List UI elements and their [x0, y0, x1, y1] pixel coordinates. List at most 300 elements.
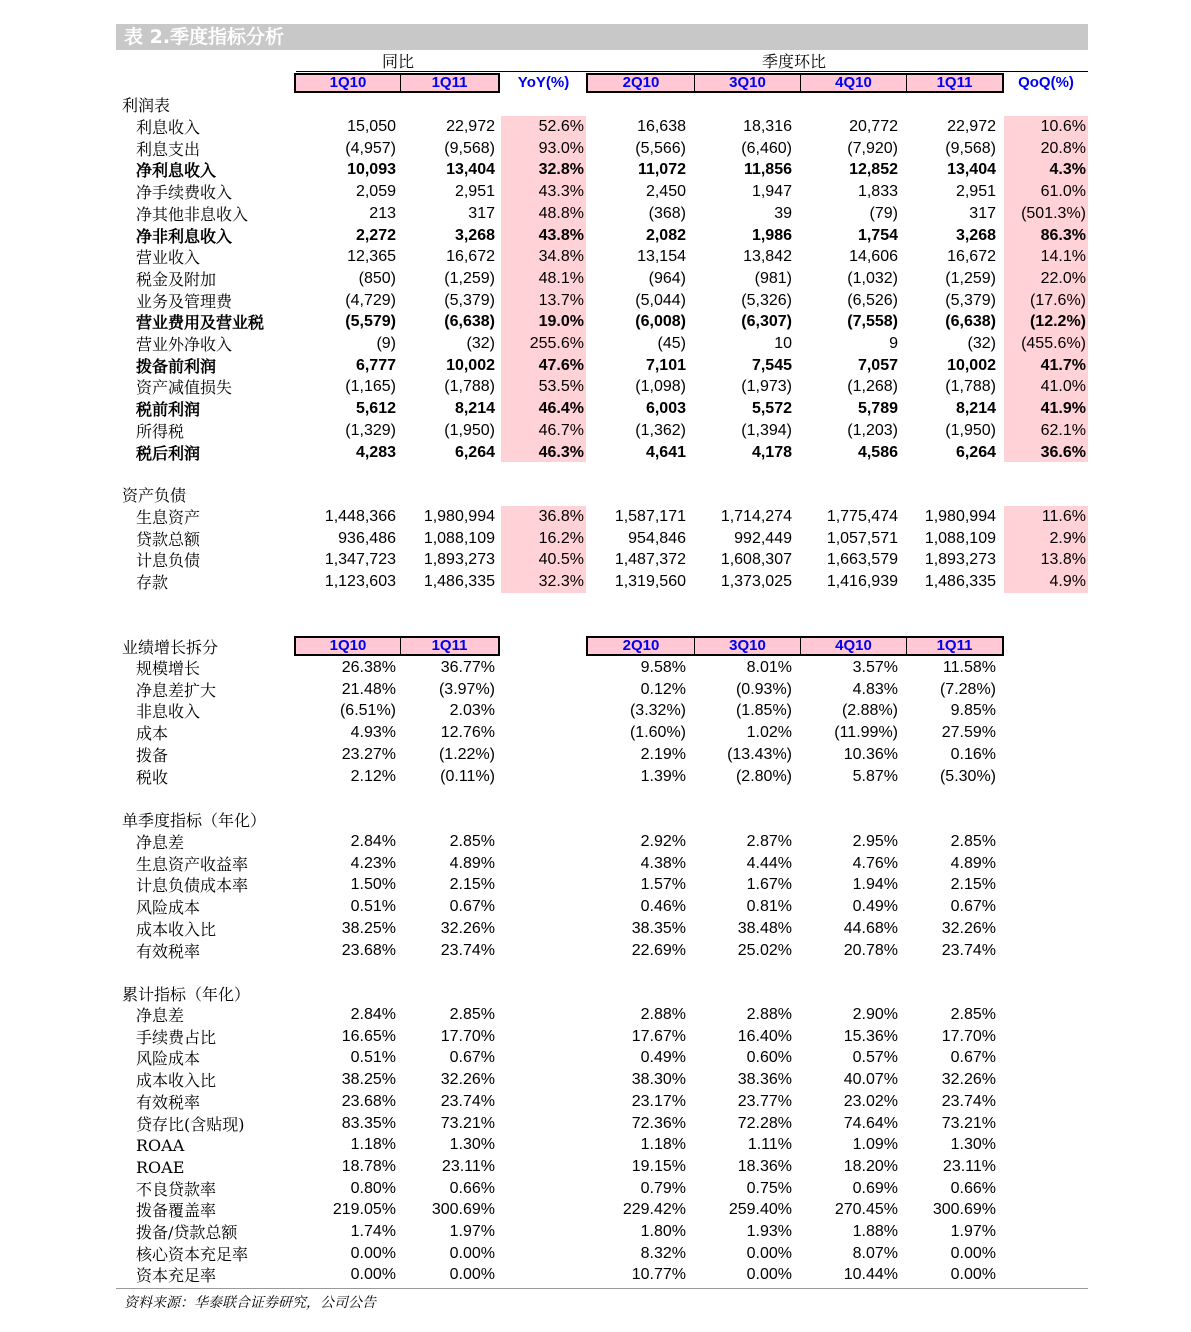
- row-value: 1,486,335: [924, 573, 996, 591]
- row-value: 20,772: [849, 118, 898, 135]
- table-row: [116, 896, 1088, 918]
- col-header-growth-yoy-1: 1Q11: [400, 638, 498, 654]
- row-value: (1,259): [444, 269, 495, 287]
- row-value: 46.7%: [538, 421, 584, 439]
- row-value: 72.36%: [631, 1114, 686, 1132]
- row-value: (5.30%): [939, 767, 996, 785]
- row-value: 229.42%: [622, 1201, 686, 1219]
- row-value: 0.67%: [950, 1049, 996, 1067]
- row-value: 1.02%: [746, 724, 792, 742]
- row-value: 3,268: [454, 226, 495, 244]
- row-value: 2.92%: [640, 833, 686, 850]
- row-value: (1,098): [635, 378, 686, 396]
- row-value: 23.77%: [737, 1092, 792, 1110]
- row-value: 1.18%: [350, 1136, 396, 1154]
- row-value: 8.07%: [852, 1244, 898, 1262]
- col-header-qoq-pct: QoQ(%): [1018, 74, 1074, 91]
- row-value: 5,612: [355, 400, 396, 418]
- row-value: 47.6%: [538, 356, 584, 374]
- row-value: 2.12%: [350, 767, 396, 785]
- row-value: 2.85%: [950, 833, 996, 850]
- row-label: 净息差: [136, 833, 185, 852]
- row-value: 41.0%: [1040, 378, 1086, 396]
- row-label: 净息差扩大: [136, 680, 217, 700]
- row-value: (6,307): [741, 313, 792, 331]
- row-value: 11,072: [637, 161, 686, 179]
- row-value: 23.68%: [341, 1092, 396, 1110]
- row-value: 5.87%: [852, 767, 898, 785]
- table-row: [116, 376, 1088, 398]
- row-value: (1,950): [444, 421, 495, 439]
- row-value: 18.20%: [843, 1157, 898, 1175]
- row-value: 2.85%: [449, 833, 495, 850]
- row-value: 2.90%: [852, 1006, 898, 1023]
- row-value: 13,404: [446, 161, 495, 179]
- row-label: 存款: [136, 573, 169, 593]
- row-value: 38.30%: [631, 1071, 686, 1089]
- table-row: [116, 203, 1088, 225]
- row-value: (1,203): [847, 421, 898, 439]
- row-value: (3.97%): [438, 680, 495, 698]
- row-value: 1,373,025: [720, 573, 792, 591]
- row-value: 16,672: [947, 248, 996, 266]
- row-value: (17.6%): [1029, 291, 1086, 309]
- row-value: 4.89%: [449, 854, 495, 872]
- row-value: 32.26%: [941, 1071, 996, 1089]
- row-value: 10.36%: [843, 745, 898, 763]
- row-value: 1,893,273: [924, 551, 996, 569]
- section-header-cumulative: [116, 983, 1088, 1005]
- row-value: 72.28%: [737, 1114, 792, 1132]
- row-value: 8,214: [454, 400, 495, 418]
- row-label: 拨备/贷款总额: [136, 1223, 238, 1242]
- row-value: 8.01%: [746, 659, 792, 676]
- row-value: 36.6%: [1040, 443, 1086, 461]
- row-value: 10,093: [347, 161, 396, 179]
- row-value: 2,082: [645, 226, 686, 244]
- col-header-yoy-0: 1Q10: [296, 75, 400, 91]
- row-value: 86.3%: [1040, 226, 1086, 244]
- row-value: 9.85%: [950, 702, 996, 720]
- row-label: 拨备前利润: [136, 356, 217, 376]
- row-value: 0.49%: [640, 1049, 686, 1067]
- row-value: 317: [468, 204, 495, 222]
- row-label: 非息收入: [136, 702, 201, 722]
- row-value: 936,486: [338, 529, 396, 547]
- row-label: 计息负债: [136, 551, 201, 571]
- row-value: (6,638): [945, 313, 996, 331]
- table-row: [116, 311, 1088, 333]
- table-row: [116, 268, 1088, 290]
- row-label: 成本收入比: [136, 1071, 217, 1091]
- row-value: 22,972: [947, 118, 996, 135]
- row-value: 39: [774, 204, 792, 222]
- section-title: 利润表: [122, 96, 171, 115]
- row-value: 0.00%: [950, 1244, 996, 1262]
- row-value: 1,986: [751, 226, 792, 244]
- row-value: 4,586: [857, 443, 898, 461]
- row-value: 1.94%: [852, 876, 898, 894]
- group-yoy-rule: [296, 71, 586, 72]
- row-value: (5,566): [635, 139, 686, 157]
- table-row: [116, 159, 1088, 181]
- row-value: 0.16%: [950, 745, 996, 763]
- row-value: 2.84%: [350, 833, 396, 850]
- row-value: (4,729): [345, 291, 396, 309]
- row-value: (45): [657, 335, 686, 352]
- table-row: [116, 766, 1088, 788]
- table-row: [116, 657, 1088, 679]
- row-value: 0.66%: [950, 1179, 996, 1197]
- row-value: 10,002: [446, 356, 495, 374]
- row-value: 10.77%: [631, 1266, 686, 1284]
- row-label: 生息资产收益率: [136, 854, 249, 874]
- row-value: 213: [369, 204, 396, 222]
- row-value: (1,268): [847, 378, 898, 396]
- row-value: (32): [967, 335, 996, 352]
- row-value: 10,002: [947, 356, 996, 374]
- row-value: 38.25%: [341, 1071, 396, 1089]
- row-value: 23.11%: [942, 1157, 996, 1175]
- row-value: 2.87%: [746, 833, 792, 850]
- row-value: 300.69%: [932, 1201, 996, 1219]
- row-value: 7,057: [857, 356, 898, 374]
- row-value: (1,165): [345, 378, 396, 396]
- row-value: (6,526): [847, 291, 898, 309]
- row-label: 营业费用及营业税: [136, 313, 265, 333]
- row-value: 13.8%: [1040, 551, 1086, 569]
- row-value: 11,856: [743, 161, 792, 179]
- col-header-yoy-1: 1Q11: [400, 75, 498, 91]
- row-value: (1.22%): [438, 745, 495, 763]
- row-value: 1,123,603: [324, 573, 396, 591]
- row-value: 0.81%: [746, 898, 792, 916]
- row-value: (1,329): [345, 421, 396, 439]
- row-value: 6,003: [645, 400, 686, 418]
- group-yoy-label: 同比: [381, 52, 414, 71]
- row-value: (964): [648, 269, 686, 287]
- row-value: 1,416,939: [826, 573, 898, 591]
- section-header-growth: [116, 636, 1088, 658]
- row-value: (981): [754, 269, 792, 287]
- row-label: 利息收入: [136, 118, 201, 137]
- row-value: 23.74%: [440, 941, 495, 959]
- row-value: 2.19%: [640, 745, 686, 763]
- row-value: 11.58%: [942, 659, 996, 676]
- row-value: 6,777: [355, 356, 396, 374]
- table-row: [116, 1156, 1088, 1178]
- row-value: (3.32%): [629, 702, 686, 720]
- col-header-growth-qoq-3: 1Q11: [906, 638, 1002, 654]
- row-value: 48.8%: [538, 204, 584, 222]
- row-value: 6,264: [955, 443, 996, 461]
- row-value: 12,852: [849, 161, 898, 179]
- row-value: 2.15%: [950, 876, 996, 894]
- row-value: 0.00%: [950, 1266, 996, 1284]
- row-label: 不良贷款率: [136, 1179, 217, 1199]
- row-value: 7,545: [751, 356, 792, 374]
- row-value: 270.45%: [834, 1201, 898, 1219]
- row-value: 2.88%: [640, 1006, 686, 1023]
- row-value: (501.3%): [1021, 204, 1086, 222]
- row-value: 23.17%: [631, 1092, 686, 1110]
- row-value: 13,842: [743, 248, 792, 266]
- row-value: (9,568): [945, 139, 996, 157]
- row-value: 2.95%: [852, 833, 898, 850]
- row-value: 20.78%: [843, 941, 898, 959]
- row-label: 风险成本: [136, 898, 201, 918]
- row-value: 16.2%: [538, 529, 584, 547]
- row-value: 0.00%: [449, 1266, 495, 1284]
- row-value: 23.74%: [941, 1092, 996, 1110]
- row-value: 2.85%: [950, 1006, 996, 1023]
- row-value: (6,638): [444, 313, 495, 331]
- row-value: 1.18%: [640, 1136, 686, 1154]
- row-value: 1,714,274: [720, 508, 792, 525]
- row-value: 0.60%: [746, 1049, 792, 1067]
- row-value: 4.89%: [950, 854, 996, 872]
- row-value: 1,893,273: [423, 551, 495, 569]
- row-value: 4.76%: [852, 854, 898, 872]
- row-label: 成本: [136, 724, 169, 744]
- row-value: (1,362): [635, 421, 686, 439]
- table-row: [116, 246, 1088, 268]
- row-value: 12,365: [347, 248, 396, 266]
- row-value: 22.69%: [631, 941, 686, 959]
- row-value: 73.21%: [941, 1114, 996, 1132]
- row-label: 生息资产: [136, 508, 201, 527]
- row-value: (13.43%): [727, 745, 792, 763]
- row-label: 营业收入: [136, 248, 201, 268]
- row-value: 8,214: [955, 400, 996, 418]
- table-row: [116, 528, 1088, 550]
- col-header-growth-qoq-1: 3Q10: [694, 638, 800, 654]
- row-value: 13.7%: [538, 291, 584, 309]
- row-value: 13,404: [947, 161, 996, 179]
- row-value: 74.64%: [843, 1114, 898, 1132]
- row-value: 23.27%: [341, 745, 396, 763]
- row-value: 4.83%: [852, 680, 898, 698]
- row-value: 22,972: [446, 118, 495, 135]
- table-row: [116, 1069, 1088, 1091]
- row-value: (6,460): [741, 139, 792, 157]
- table-row: [116, 918, 1088, 940]
- row-value: 27.59%: [941, 724, 996, 742]
- table-row: [116, 853, 1088, 875]
- row-value: 19.15%: [631, 1157, 686, 1175]
- row-value: 73.21%: [440, 1114, 495, 1132]
- row-value: 1,833: [857, 183, 898, 201]
- row-value: 0.67%: [950, 898, 996, 916]
- row-value: 1,088,109: [423, 529, 495, 547]
- section-header-balance: [116, 484, 1088, 506]
- row-value: 1,487,372: [614, 551, 686, 569]
- row-value: (7,920): [847, 139, 898, 157]
- row-value: 36.77%: [440, 659, 495, 676]
- row-value: 1,057,571: [826, 529, 898, 547]
- table-row: [116, 1004, 1088, 1026]
- row-value: 1.50%: [350, 876, 396, 894]
- row-value: 14,606: [849, 248, 898, 266]
- row-value: 44.68%: [843, 919, 898, 937]
- table-row: [116, 398, 1088, 420]
- source-footnote: 资料来源：华泰联合证券研究，公司公告: [124, 1295, 376, 1311]
- row-value: 2.88%: [746, 1006, 792, 1023]
- col-header-qoq-0: 2Q10: [588, 75, 694, 91]
- row-value: (12.2%): [1029, 313, 1086, 331]
- table-row: [116, 744, 1088, 766]
- row-value: 5,789: [857, 400, 898, 418]
- row-value: 4.38%: [640, 854, 686, 872]
- row-label: 有效税率: [136, 1092, 201, 1112]
- row-label: 业务及管理费: [136, 291, 233, 311]
- col-header-qoq-2: 4Q10: [800, 75, 906, 91]
- row-value: 1.39%: [640, 767, 686, 785]
- row-value: 0.79%: [640, 1179, 686, 1197]
- table-row: [116, 1264, 1088, 1286]
- table-row: [116, 1134, 1088, 1156]
- row-value: 10.44%: [843, 1266, 898, 1284]
- row-value: (368): [648, 204, 686, 222]
- col-header-yoy-pct: YoY(%): [517, 74, 570, 91]
- row-value: 1,347,723: [324, 551, 396, 569]
- row-label: 拨备覆盖率: [136, 1201, 217, 1221]
- table-row: [116, 1091, 1088, 1113]
- row-value: 2.9%: [1049, 529, 1086, 547]
- row-value: 93.0%: [538, 139, 584, 157]
- row-label: 税后利润: [136, 443, 201, 463]
- row-value: 0.67%: [449, 898, 495, 916]
- row-value: 1.11%: [747, 1136, 792, 1154]
- table-row: [116, 571, 1088, 593]
- row-value: 18,316: [743, 118, 792, 135]
- table-row: [116, 831, 1088, 853]
- row-value: 4.93%: [350, 724, 396, 742]
- row-value: 0.12%: [640, 680, 686, 698]
- row-label: 净非利息收入: [136, 226, 233, 246]
- row-value: 1.74%: [350, 1223, 396, 1240]
- row-value: 32.26%: [440, 1071, 495, 1089]
- row-value: 21.48%: [341, 680, 396, 698]
- group-qoq-label: 季度环比: [761, 52, 826, 71]
- row-value: 23.74%: [440, 1092, 495, 1110]
- row-value: 3.57%: [852, 659, 898, 676]
- row-label: 贷款总额: [136, 529, 201, 549]
- row-value: (9): [376, 335, 396, 352]
- row-value: 1.88%: [852, 1223, 898, 1240]
- row-label: 规模增长: [136, 659, 201, 678]
- row-value: 1.97%: [950, 1223, 996, 1240]
- row-value: 13,154: [637, 248, 686, 266]
- table-row: [116, 506, 1088, 528]
- row-value: 15.36%: [843, 1027, 898, 1045]
- row-value: 9.58%: [640, 659, 686, 676]
- row-value: (0.93%): [735, 680, 792, 698]
- row-label: 资产减值损失: [136, 378, 233, 398]
- row-label: ROAA: [136, 1136, 185, 1156]
- row-value: 0.00%: [746, 1266, 792, 1284]
- row-value: 16.40%: [737, 1027, 792, 1045]
- row-value: 11.6%: [1041, 508, 1086, 525]
- row-label: 贷存比(含贴现): [136, 1114, 245, 1134]
- row-value: 2.15%: [449, 876, 495, 894]
- row-value: 53.5%: [538, 378, 584, 396]
- row-value: 1,947: [751, 183, 792, 201]
- row-value: 16,672: [446, 248, 495, 266]
- row-value: (9,568): [444, 139, 495, 157]
- row-value: 259.40%: [728, 1201, 792, 1219]
- row-value: 0.66%: [449, 1179, 495, 1197]
- qoq-header-box: [586, 73, 1004, 93]
- row-value: 2,450: [645, 183, 686, 201]
- row-value: 1,980,994: [924, 508, 996, 525]
- table-row: [116, 116, 1088, 138]
- row-value: (455.6%): [1021, 335, 1086, 352]
- row-value: (1,788): [444, 378, 495, 396]
- section-header-income: [116, 94, 1088, 116]
- row-value: 16.65%: [341, 1027, 396, 1045]
- row-value: 40.07%: [843, 1071, 898, 1089]
- row-value: (6.51%): [339, 702, 396, 720]
- table-row: [116, 442, 1088, 464]
- row-value: 2,059: [355, 183, 396, 201]
- row-value: 23.68%: [341, 941, 396, 959]
- table-row: [116, 679, 1088, 701]
- row-value: 62.1%: [1040, 421, 1086, 439]
- row-value: 0.00%: [449, 1244, 495, 1262]
- row-value: 1,663,579: [826, 551, 898, 569]
- row-value: 0.57%: [852, 1049, 898, 1067]
- col-header-growth-yoy-0: 1Q10: [296, 638, 400, 654]
- section-title: 业绩增长拆分: [122, 638, 219, 657]
- row-value: 1,088,109: [924, 529, 996, 547]
- row-label: 手续费占比: [136, 1027, 217, 1047]
- row-value: 4.3%: [1049, 161, 1086, 179]
- row-value: 4.9%: [1049, 573, 1086, 591]
- row-value: 23.74%: [941, 941, 996, 959]
- row-value: 17.70%: [941, 1027, 996, 1045]
- row-value: (1.60%): [629, 724, 686, 742]
- table-row: [116, 874, 1088, 896]
- row-label: 税前利润: [136, 400, 201, 420]
- table-row: [116, 1243, 1088, 1265]
- row-value: 0.49%: [852, 898, 898, 916]
- row-value: (1,032): [847, 269, 898, 287]
- row-value: 18.78%: [341, 1157, 396, 1175]
- row-label: 有效税率: [136, 941, 201, 961]
- row-value: 3,268: [955, 226, 996, 244]
- row-value: 38.48%: [737, 919, 792, 937]
- row-value: (11.99%): [834, 724, 898, 742]
- table-row: [116, 549, 1088, 571]
- row-value: (5,044): [635, 291, 686, 309]
- row-value: 4,283: [355, 443, 396, 461]
- row-value: 17.67%: [631, 1027, 686, 1045]
- row-value: 43.3%: [538, 183, 584, 201]
- table-row: [116, 138, 1088, 160]
- footer-rule: [116, 1288, 1088, 1289]
- row-value: (2.88%): [841, 702, 898, 720]
- row-value: (5,379): [945, 291, 996, 309]
- row-value: 15,050: [347, 118, 396, 135]
- row-value: 46.4%: [538, 400, 584, 418]
- row-label: 净利息收入: [136, 161, 217, 181]
- row-value: 26.38%: [341, 659, 396, 676]
- row-value: (1,394): [741, 421, 792, 439]
- table-row: [116, 1221, 1088, 1243]
- row-value: 32.26%: [941, 919, 996, 937]
- row-value: 2,272: [355, 226, 396, 244]
